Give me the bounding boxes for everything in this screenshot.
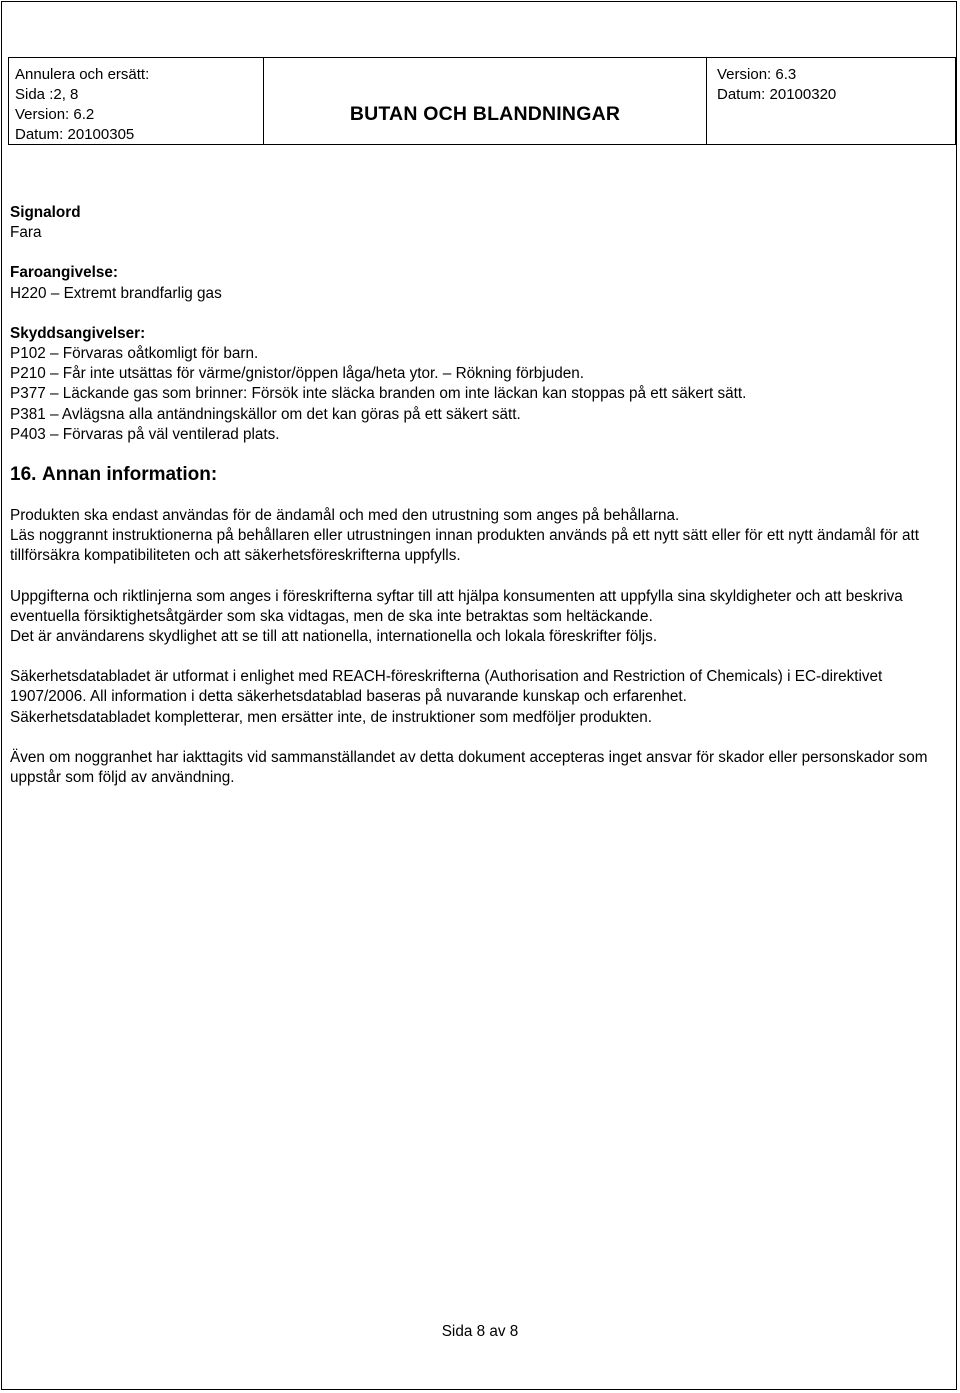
header-supersedes-label: Annulera och ersätt: bbox=[15, 66, 150, 83]
precaution-statement: P377 – Läckande gas som brinner: Försök inte släcka branden om inte läckan kan stoppas på ett säkert sätt. bbox=[10, 385, 747, 403]
header-supersedes bbox=[9, 58, 264, 144]
page-number: Sida 8 av 8 bbox=[441, 1323, 519, 1340]
hazard-statement: H220 – Extremt brandfarlig gas bbox=[10, 284, 222, 302]
precaution-heading: Skyddsangivelser: bbox=[10, 324, 146, 342]
info-paragraph: Produkten ska endast användas för de ändamål och med den utrustning som anges på behållarna. bbox=[10, 507, 680, 525]
info-paragraph: Det är användarens skydlighet att se till att nationella, internationella och lokala föreskrifter följs. bbox=[10, 628, 658, 646]
precaution-statement: P210 – Får inte utsättas för värme/gnistor/öppen låga/heta ytor. – Rökning förbjuden. bbox=[10, 365, 584, 383]
header-title-cell bbox=[264, 58, 707, 144]
info-paragraph: Säkerhetsdatabladet kompletterar, men ersätter inte, de instruktioner som medföljer produkten. bbox=[10, 708, 652, 726]
header-current-version: Version: 6.3 bbox=[717, 66, 797, 83]
section-16-title: Annan information: bbox=[42, 464, 218, 486]
hazard-heading: Faroangivelse: bbox=[10, 264, 118, 282]
header-supersedes-date: Datum: 20100305 bbox=[15, 126, 135, 143]
info-paragraph: Säkerhetsdatabladet är utformat i enlighet med REACH-föreskrifterna (Authorisation and Restriction of Chemicals) i EC-direktivet 1907/2006. All information i detta säkerhetsdatablad baseras på nuvarande kunskap och erfarenhet. bbox=[10, 668, 883, 706]
info-paragraph: Även om noggranhet har iakttagits vid sammanställandet av detta dokument accepteras inget ansvar för skador eller personskador som uppstår som följd av användning. bbox=[10, 748, 928, 787]
header-supersedes-page: Sida :2, 8 bbox=[15, 86, 79, 103]
document-header bbox=[8, 57, 956, 145]
precaution-statement: P102 – Förvaras oåtkomligt för barn. bbox=[10, 345, 259, 363]
header-current-date: Datum: 20100320 bbox=[717, 86, 837, 103]
header-current bbox=[707, 58, 955, 144]
header-supersedes-version: Version: 6.2 bbox=[15, 106, 95, 123]
signal-word-heading: Signalord bbox=[10, 204, 81, 221]
document-body bbox=[10, 203, 930, 788]
document-title: BUTAN OCH BLANDNINGAR bbox=[349, 103, 621, 125]
precaution-statement: P381 – Avlägsna alla antändningskällor om det kan göras på ett säkert sätt. bbox=[10, 405, 521, 423]
section-16-heading bbox=[10, 462, 930, 488]
signal-word-value: Fara bbox=[10, 224, 42, 242]
info-paragraph: Uppgifterna och riktlinjerna som anges i föreskrifterna syftar till att hjälpa konsumenten att uppfylla sina skyldigheter och att beskriva eventuella försiktighetsåtgärder som ska vidtagas, men de ska inte betraktas som heltäckande. bbox=[10, 587, 903, 625]
section-16-number: 16. bbox=[10, 464, 37, 486]
info-paragraph: Läs noggrannt instruktionerna på behållaren eller utrustningen innan produkten används på ett nytt sätt eller för ett nytt ändamål för att tillförsäkra kompatibiliteten och att säkerhetsföreskrifterna uppfylls. bbox=[10, 527, 920, 565]
precaution-statement: P403 – Förvaras på väl ventilerad plats. bbox=[10, 425, 280, 443]
